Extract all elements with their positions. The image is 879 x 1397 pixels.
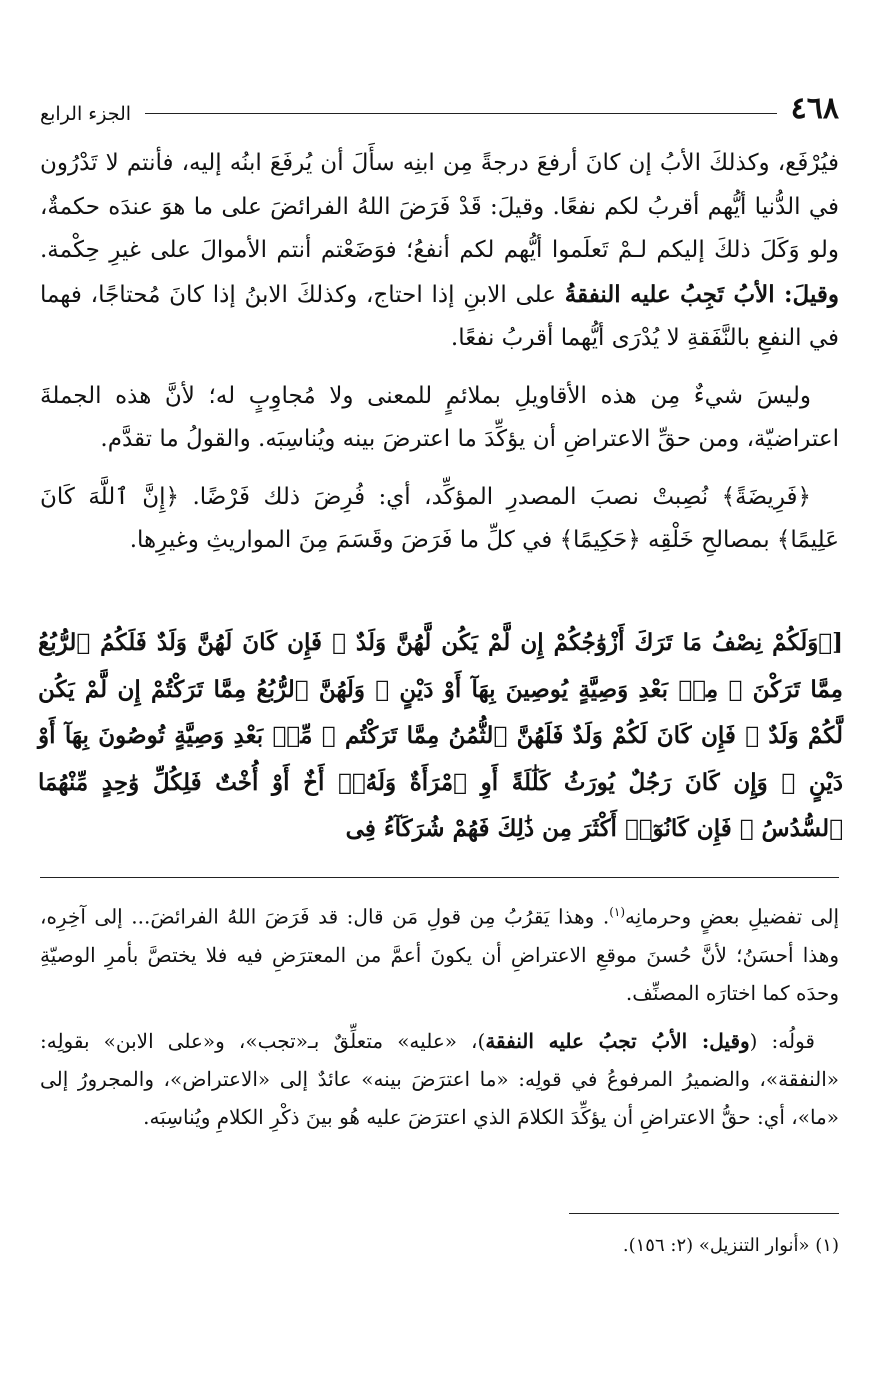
section-divider [40,877,839,878]
commentary-paragraph-2 [40,1022,839,1136]
page-header [40,84,839,124]
footnote: (١) «أنوار التنزيل» (٢: ١٥٦). [622,1235,839,1256]
main-paragraph-2: وليسَ شيءٌ مِن هذه الأقاويلِ بملائمٍ للمعنى ولا مُجاوِبٍ له؛ لأنَّ هذه الجملةَ اعتراضيّة، ومن حقِّ الاعتراضِ أن يؤكِّدَ ما اعترضَ بينه ويُناسِبَه. والقولُ ما تقدَّم. [40,382,839,452]
main-paragraph-3: ﴿فَرِيضَةً﴾ نُصِبتْ نصبَ المصدرِ المؤكِّد، أي: فُرِضَ ذلك فَرْضًا. ﴿إِنَّ ٱللَّهَ كَانَ عَلِيمًا﴾ بمصالحِ خَلْقِه ﴿حَكِيمًا﴾ في كلِّ ما فَرَضَ وقَسَمَ مِنَ المواريثِ وغيرِها. [40,483,839,553]
main-text [40,142,839,577]
main-paragraph-1-bold: وقيلَ: الأبُ تَجِبُ عليه النفقةُ [564,280,840,308]
quran-verse: [﴿وَلَكُمْ نِصْفُ مَا تَرَكَ أَزْوَٰجُكُمْ إِن لَّمْ يَكُن لَّهُنَّ وَلَدٌ ۚ فَإِن كَانَ لَهُنَّ وَلَدٌ فَلَكُمُ ٱلرُّبُعُ مِمَّا تَرَكْنَ ۚ مِنۢ بَعْدِ وَصِيَّةٍ يُوصِينَ بِهَآ أَوْ دَيْنٍ ۚ وَلَهُنَّ ٱلرُّبُعُ مِمَّا تَرَكْتُمْ إِن لَّمْ يَكُن لَّكُمْ وَلَدٌ ۚ فَإِن كَانَ لَكُمْ وَلَدٌ فَلَهُنَّ ٱلثُّمُنُ مِمَّا تَرَكْتُم ۚ مِّنۢ بَعْدِ وَصِيَّةٍ تُوصُونَ بِهَآ أَوْ دَيْنٍ ۗ وَإِن كَانَ رَجُلٌ يُورَثُ كَلَٰلَةً أَوِ ٱمْرَأَةٌ وَلَهُۥٓ أَخٌ أَوْ أُخْتٌ فَلِكُلِّ وَٰحِدٍ مِّنْهُمَا ٱلسُّدُسُ ۚ فَإِن كَانُوٓا۟ أَكْثَرَ مِن ذَٰلِكَ فَهُمْ شُرَكَآءُ فِى [38,629,843,842]
page-number: ٤٦٨ [790,91,839,126]
commentary-paragraph-1-text-a: إلى تفضيلِ بعضٍ وحرمانِه [625,904,839,929]
footnote-rule [569,1213,839,1214]
main-paragraph-1-text-b: على الابنِ إذا احتاج، وكذلكَ الابنُ إذا كانَ مُحتاجًا، فهما في النفعِ بالنَّفَقةِ لا يُدْرَى أيُّهما أقربُ نفعًا. [40,281,839,351]
commentary-paragraph-2-text-a: قولُه: ( [749,1028,815,1053]
commentary-paragraph-1-text-b: . وهذا يَقرُبُ مِن قولِ مَن قال: قد فَرَضَ اللهُ الفرائضَ... إلى آخِرِه، وهذا أحسَنُ؛ لأنَّ حُسنَ موقعِ الاعتراضِ أن يكونَ أعمَّ من المعترَضِ فيه فلا يختصَّ بأمرِ الوصيّةِ وحدَه كما اختارَه المصنِّف. [40,904,839,1005]
main-paragraph-1 [40,142,839,361]
main-paragraph-1-text-a: فيُرْفَع، وكذلكَ الأبُ إن كانَ أرفعَ درجةً مِن ابنِه سأَلَ أن يُرفَعَ ابنُه إليه، فأنتم لا تَدْرُون في الدُّنيا أيُّهم أقربُ لكم نفعًا. وقيلَ: قَدْ فَرَضَ اللهُ الفرائضَ على ما هوَ عندَه حكمةٌ، ولو وَكَلَ ذلكَ إليكم لـمْ تَعلَموا أيُّهم لكم أنفعُ؛ فوَضَعْتم أنتم الأموالَ على غيرِ حِكْمة. [40,150,839,263]
commentary [40,893,839,1146]
footnote-reference: (١) [609,905,626,919]
header-rule [145,113,777,114]
commentary-paragraph-2-bold: وقيل: الأبُ تجبُ عليه النفقة [485,1028,750,1053]
commentary-paragraph-2-text-b: )، «عليه» متعلِّقٌ بـ«تجب»، و«على الابن» بقولِه: «النفقة»، والضميرُ المرفوعُ في قولِه: «ما اعترَضَ بينه» عائدٌ إلى «الاعتراض»، والمجرورُ إلى «ما»، أي: حقُّ الاعتراضِ أن يؤكِّدَ الكلامَ الذي اعترَضَ عليه هُو بينَ ذكْرِ الكلامِ ويُناسِبَه. [40,1028,839,1129]
commentary-paragraph-1 [40,893,839,1012]
chapter-title: الجزء الرابع [40,103,132,125]
